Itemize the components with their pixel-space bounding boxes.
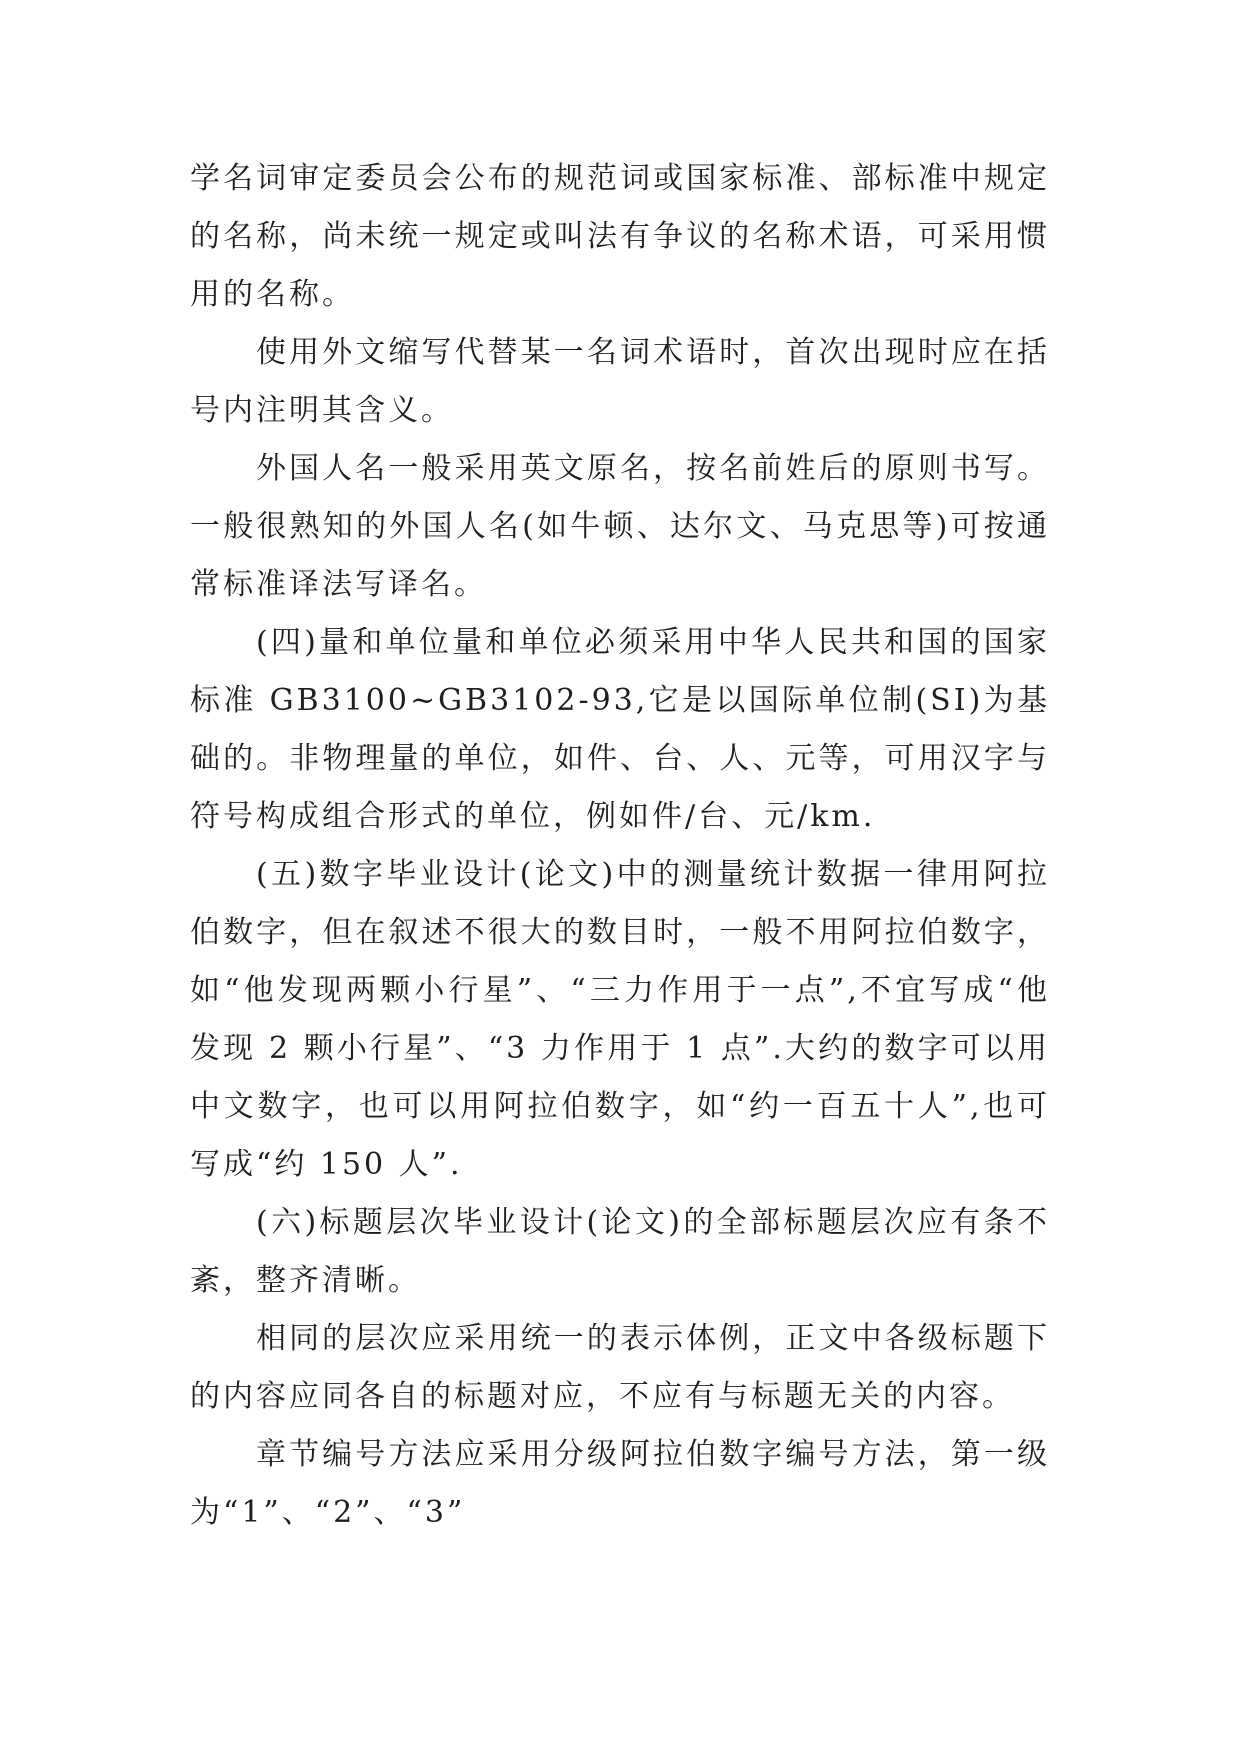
paragraph-heading-consistency: 相同的层次应采用统一的表示体例，正文中各级标题下的内容应同各自的标题对应，不应有与标题无关的内容。 [190, 1321, 1050, 1414]
paragraph-units: (四)量和单位量和单位必须采用中华人民共和国的国家标准 GB3100~GB3102-93,它是以国际单位制(SI)为基础的。非物理量的单位，如件、台、人、元等，可用汉字与符号构成组合形式的单位，例如件/台、元/km. [190, 625, 1050, 834]
paragraph-numbers: (五)数字毕业设计(论文)中的测量统计数据一律用阿拉伯数字，但在叙述不很大的数目时，一般不用阿拉伯数字，如“他发现两颗小行星”、“三力作用于一点”,不宜写成“他发现 2 颗小行星”、“3 力作用于 1 点”.大约的数字可以用中文数字，也可以用阿拉伯数字，如“约一百五十人”,也可写成“约 150 人”. [190, 857, 1050, 1182]
body-text [190, 150, 1050, 1542]
paragraph-section-numbering: 章节编号方法应采用分级阿拉伯数字编号方法，第一级为“1”、“2”、“3” [190, 1437, 1050, 1530]
paragraph-heading-levels: (六)标题层次毕业设计(论文)的全部标题层次应有条不紊，整齐清晰。 [190, 1205, 1050, 1298]
paragraph-foreign-names: 外国人名一般采用英文原名，按名前姓后的原则书写。一般很熟知的外国人名(如牛顿、达尔文、马克思等)可按通常标准译法写译名。 [190, 451, 1050, 602]
paragraph-abbreviations: 使用外文缩写代替某一名词术语时，首次出现时应在括号内注明其含义。 [190, 335, 1050, 428]
paragraph-terms-continued: 学名词审定委员会公布的规范词或国家标准、部标准中规定的名称，尚未统一规定或叫法有争议的名称术语，可采用惯用的名称。 [190, 161, 1050, 312]
